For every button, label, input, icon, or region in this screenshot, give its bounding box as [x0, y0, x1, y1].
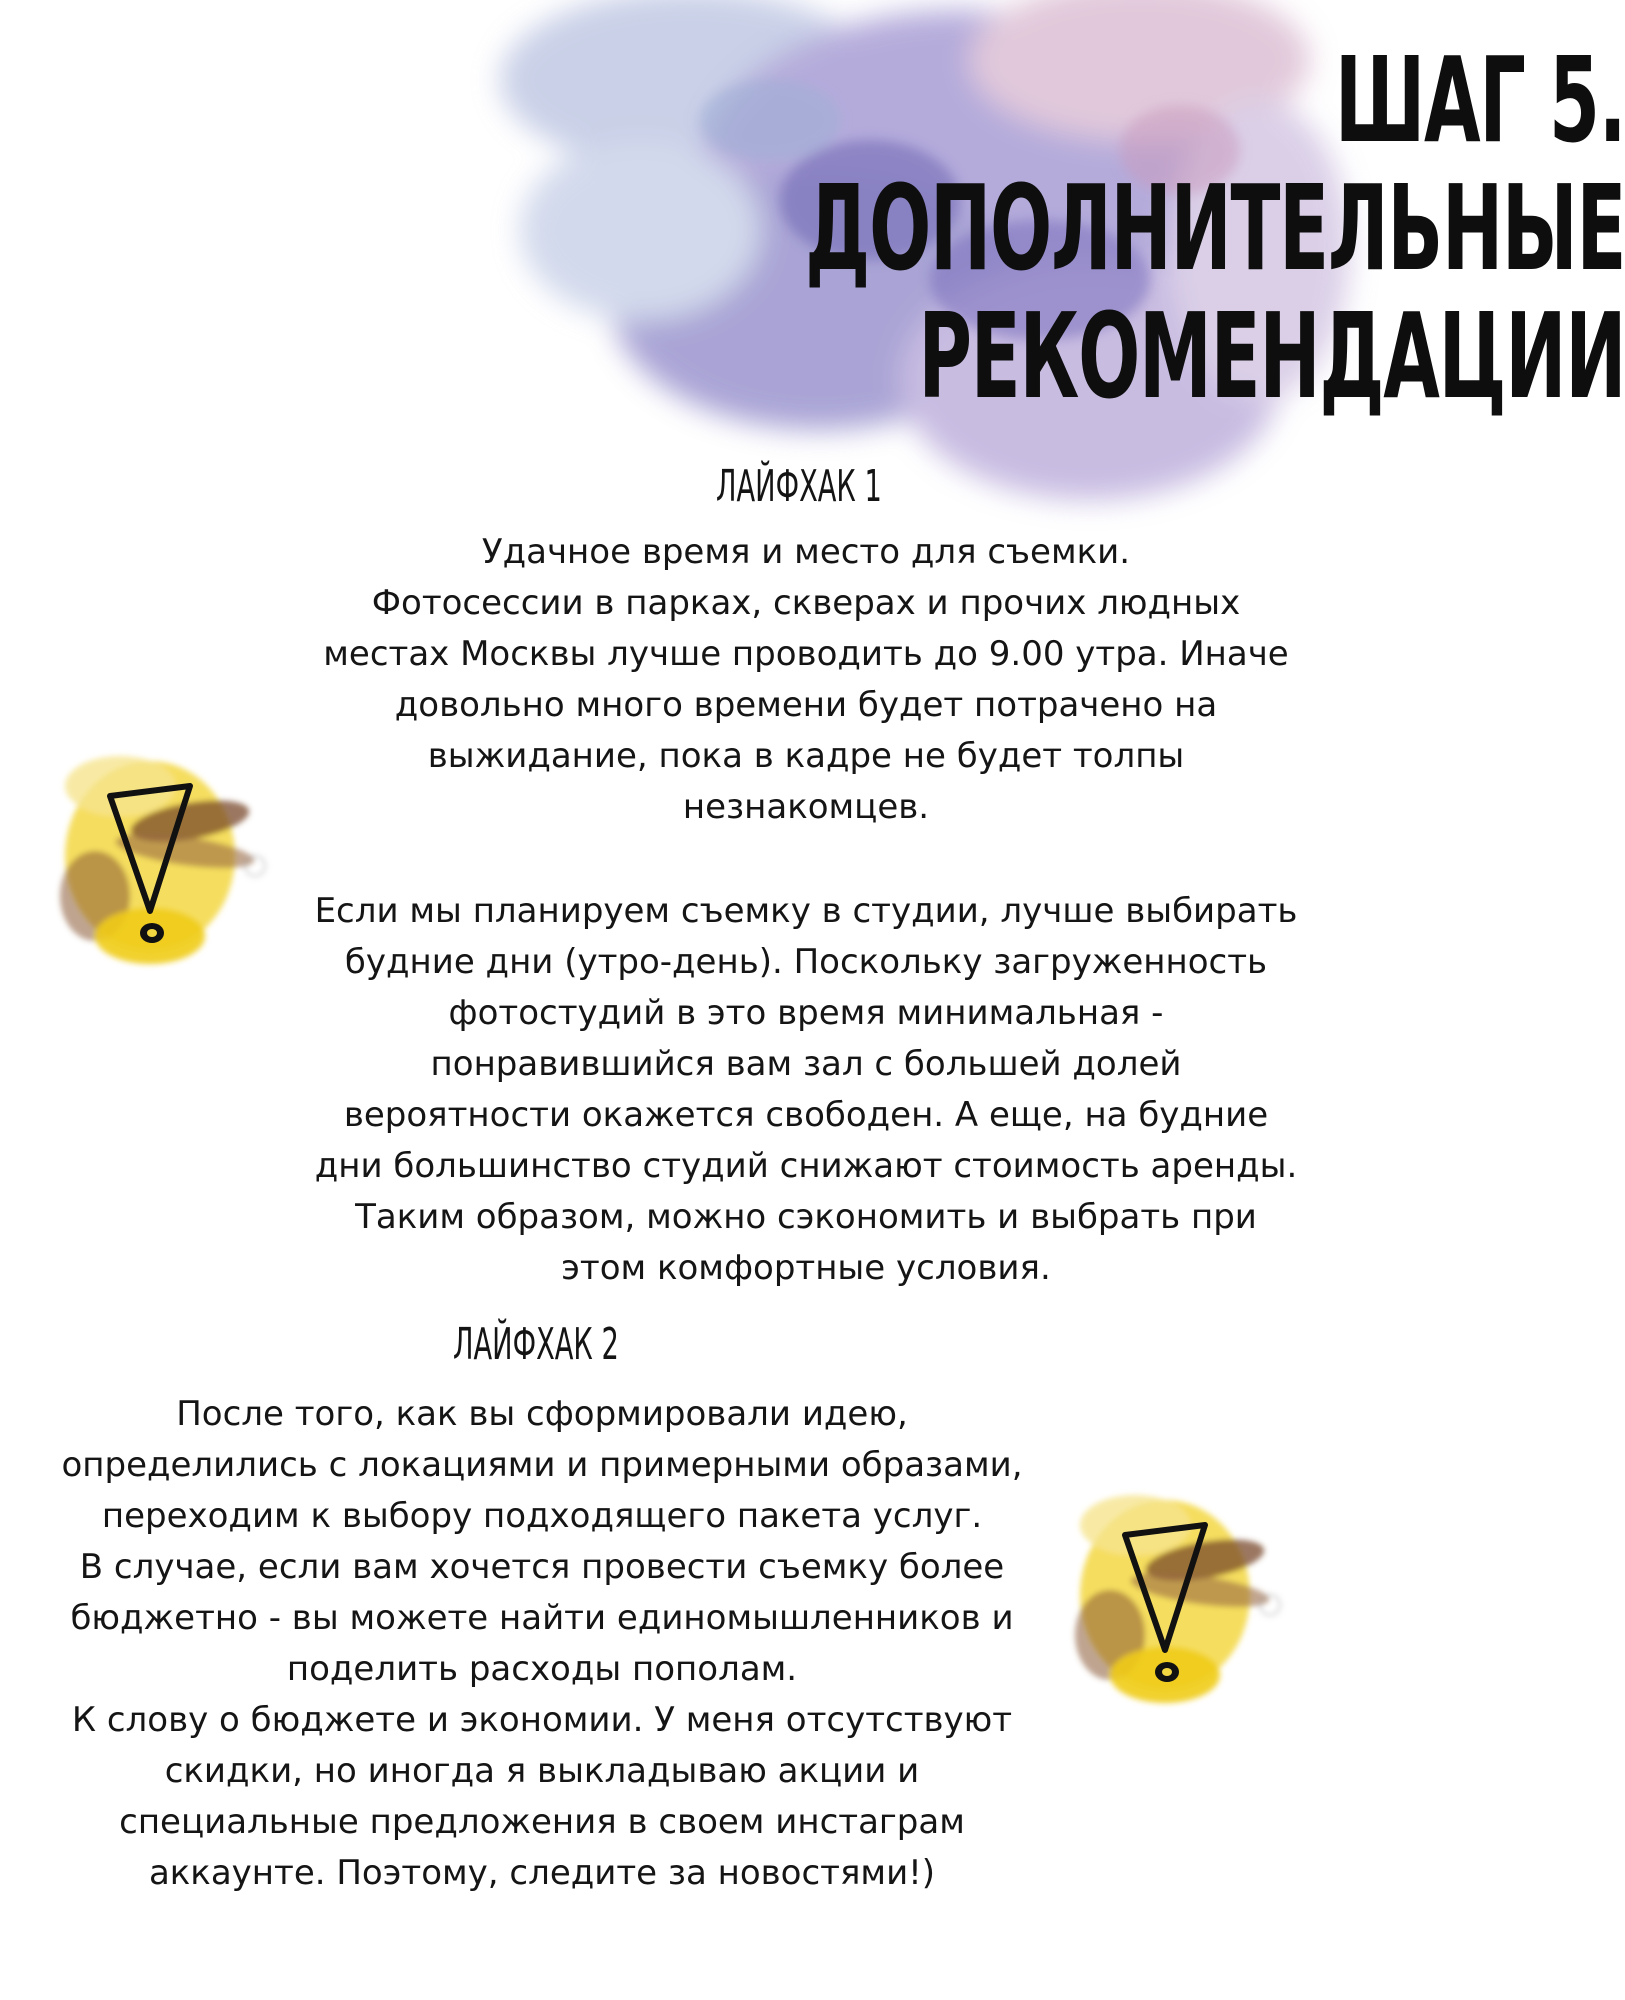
text-line: поделить расходы пополам.: [286, 1649, 798, 1689]
page-title: [725, 31, 1625, 425]
text-line: скидки, но иногда я выкладываю акции и: [164, 1751, 920, 1791]
text-line: определились с локациями и примерными образами,: [61, 1445, 1023, 1485]
text-line: будние дни (утро-день). Поскольку загруженность: [344, 942, 1268, 982]
title-line-3: РЕКОМЕНДАЦИИ: [918, 287, 1625, 425]
text-line: выжидание, пока в кадре не будет толпы: [427, 736, 1185, 776]
text-line: вероятности окажется свободен. А еще, на будние: [343, 1095, 1269, 1135]
text-line: фотостудий в это время минимальная -: [448, 993, 1164, 1033]
text-line: специальные предложения в своем инстаграм: [119, 1802, 965, 1842]
text-line: бюджетно - вы можете найти единомышленников и: [70, 1598, 1014, 1638]
title-line-1: ШАГ 5.: [1334, 31, 1625, 169]
text-line: К слову о бюджете и экономии. У меня отсутствуют: [71, 1700, 1013, 1740]
text-line: Фотосессии в парках, скверах и прочих людных: [371, 583, 1241, 623]
text-line: Удачное время и место для съемки.: [481, 532, 1131, 572]
lifehack-1-paragraph-1: [300, 527, 1312, 833]
exclamation-mark-icon: [1055, 1465, 1305, 1715]
text-line: переходим к выбору подходящего пакета услуг.: [101, 1496, 983, 1536]
lifehack-1-heading: ЛАЙФХАК 1: [716, 461, 882, 512]
text-line: незнакомцев.: [682, 787, 930, 827]
text-line: В случае, если вам хочется провести съемку более: [79, 1547, 1005, 1587]
lifehack-2-heading: ЛАЙФХАК 2: [453, 1319, 619, 1370]
text-line: довольно много времени будет потрачено на: [394, 685, 1218, 725]
text-line: После того, как вы сформировали идею,: [176, 1394, 908, 1434]
text-line: аккаунте. Поэтому, следите за новостями!): [148, 1853, 936, 1893]
lifehack-1-paragraph-2: [298, 886, 1314, 1294]
lifehack-2-paragraph: [30, 1389, 1054, 1899]
text-line: Таким образом, можно сэкономить и выбрать при: [355, 1197, 1257, 1237]
text-line: дни большинство студий снижают стоимость аренды.: [314, 1146, 1298, 1186]
text-line: понравившийся вам зал с большей долей: [430, 1044, 1182, 1084]
text-line: этом комфортные условия.: [561, 1248, 1051, 1288]
text-line: Если мы планируем съемку в студии, лучше выбирать: [314, 891, 1298, 931]
title-line-2: ДОПОЛНИТЕЛЬНЫЕ: [805, 159, 1625, 297]
exclamation-mark-icon: [40, 726, 290, 976]
text-line: местах Москвы лучше проводить до 9.00 утра. Иначе: [323, 634, 1289, 674]
